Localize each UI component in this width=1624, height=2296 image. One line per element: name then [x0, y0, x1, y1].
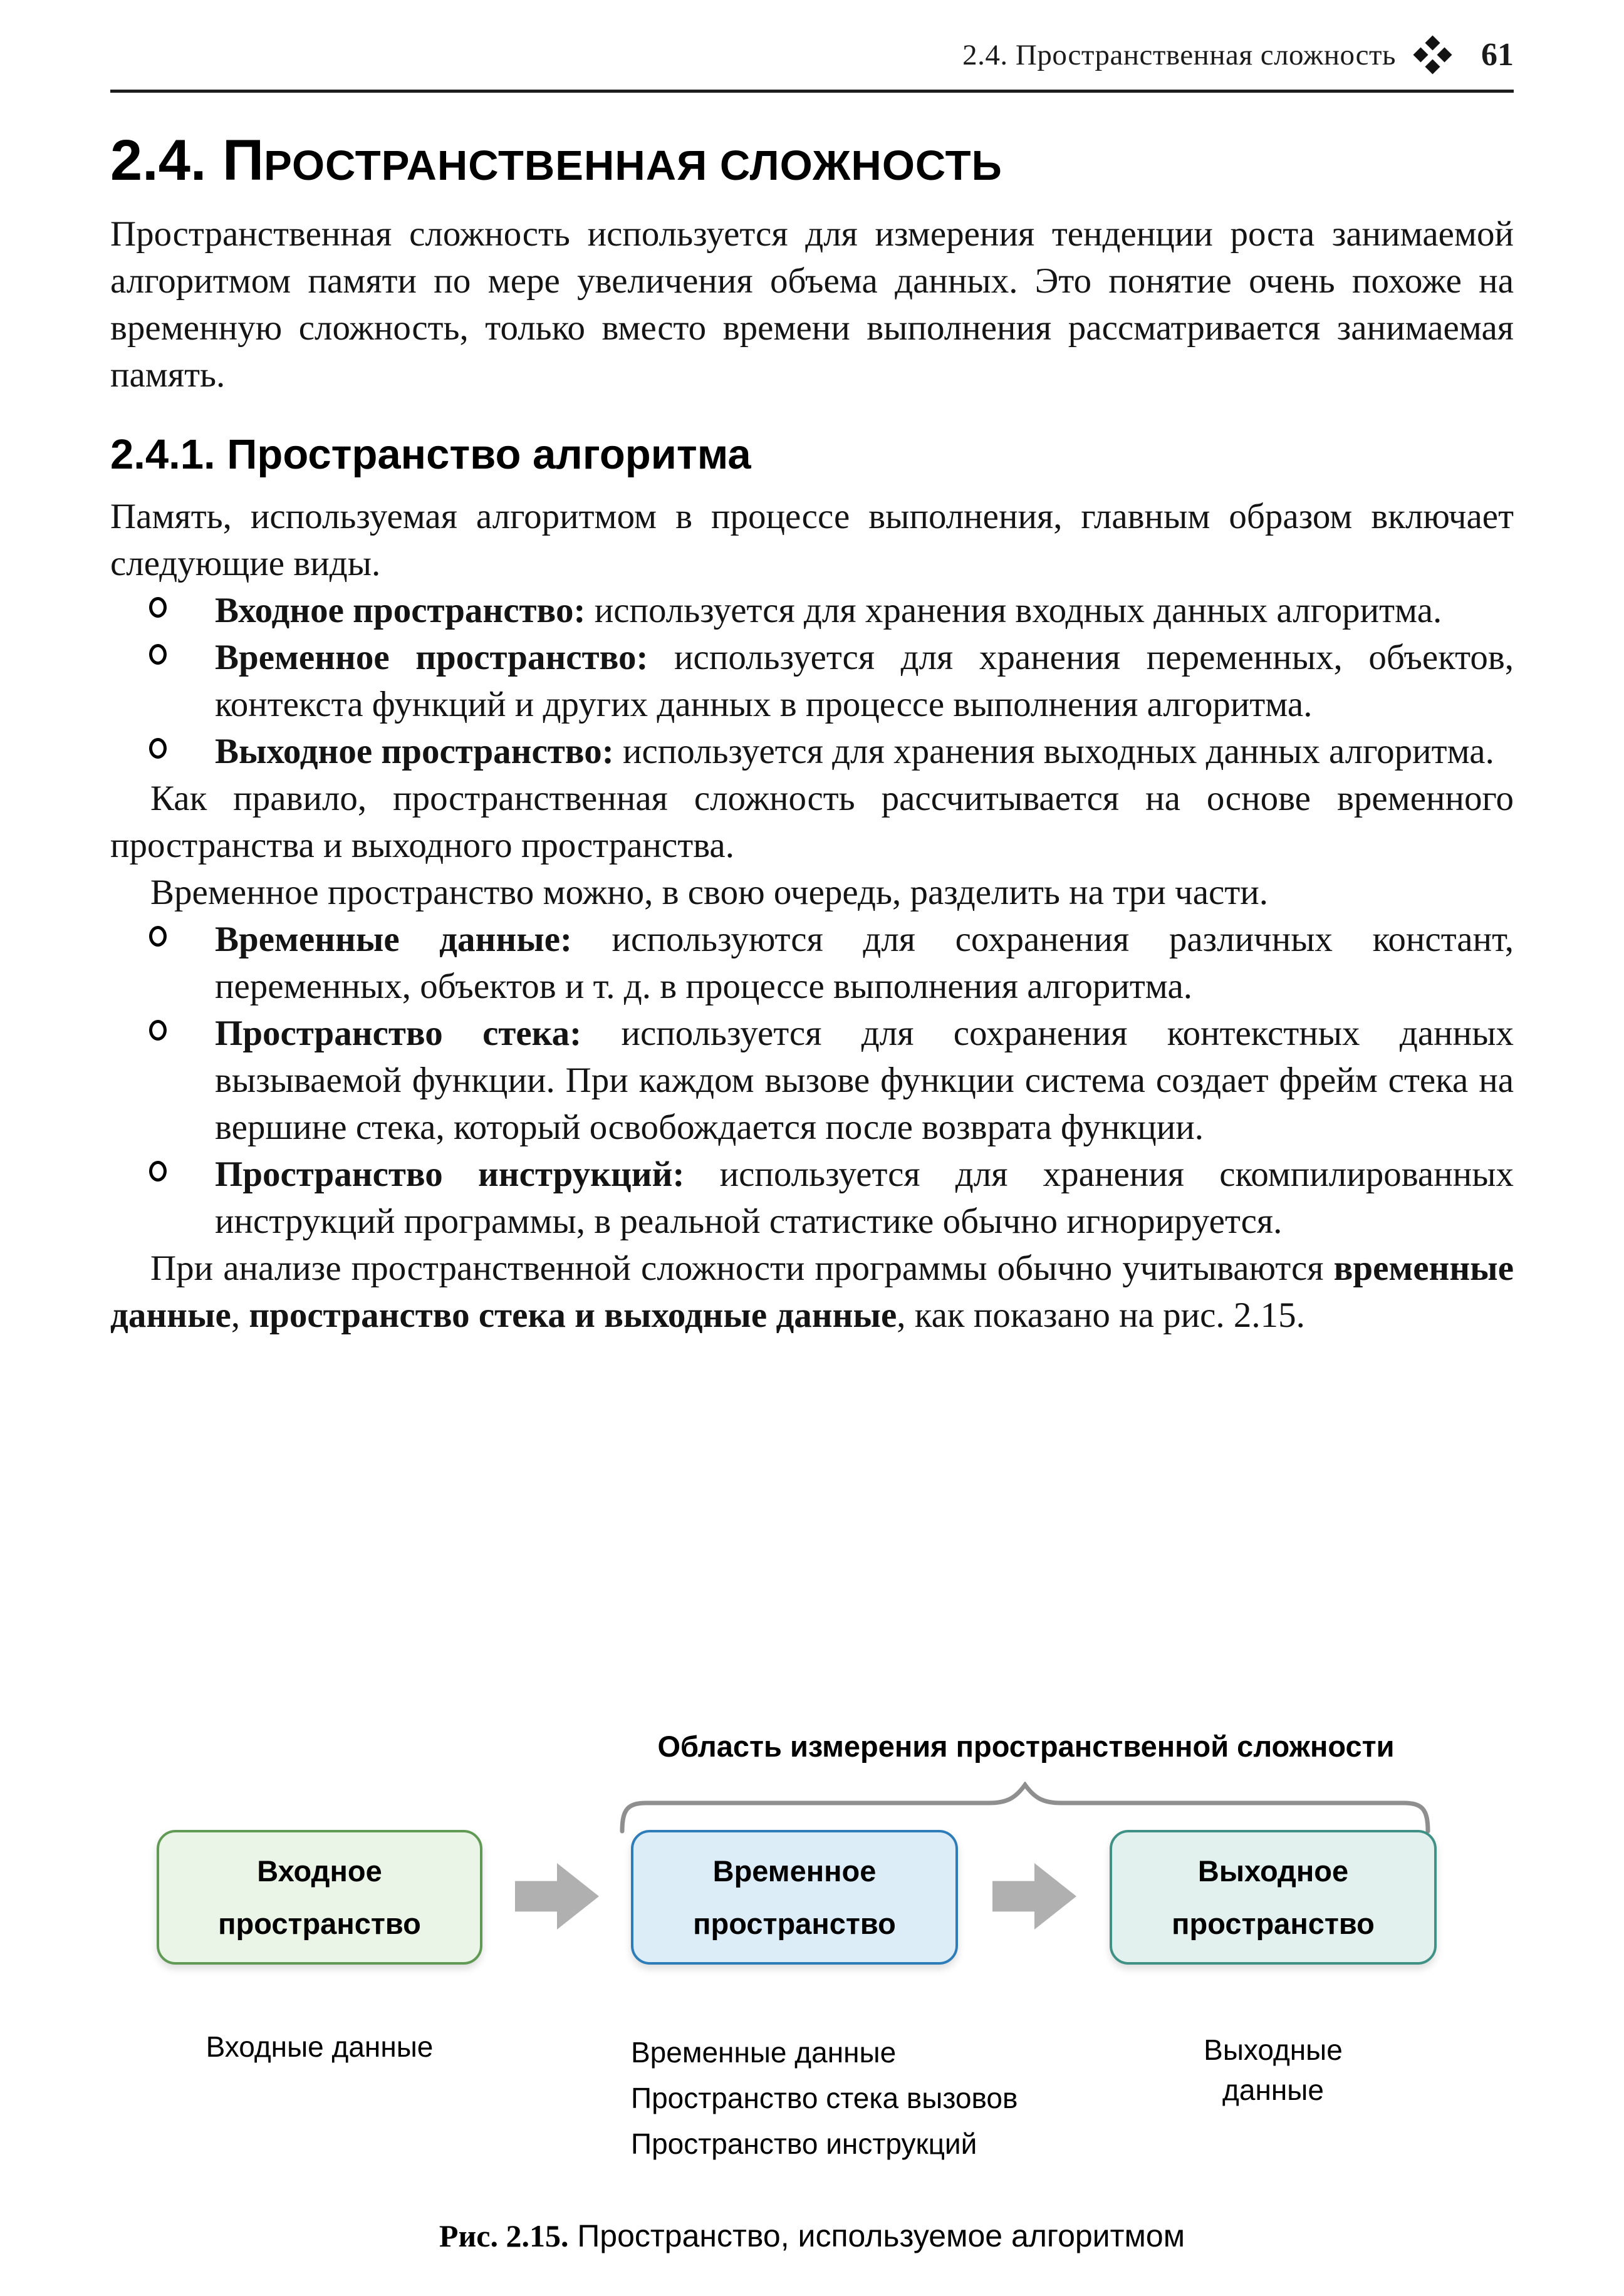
- header-rule: [110, 90, 1514, 93]
- list-item-lead: Входное пространство:: [215, 591, 586, 630]
- list-item-lead: Пространство стека:: [215, 1014, 582, 1053]
- list-item-lead: Временные данные:: [215, 920, 572, 959]
- paragraph-rule: Как правило, пространственная сложность рассчитывается на основе временного пространства и выходного пространства.: [110, 779, 1514, 865]
- circle-bullet-icon: [149, 1161, 167, 1182]
- figure-caption-text: Пространство, используемое алгоритмом: [568, 2218, 1185, 2253]
- list-item-lead: Пространство инструкций:: [215, 1155, 685, 1194]
- subsection-heading: 2.4.1. Пространство алгоритма: [110, 431, 751, 478]
- overbrace-icon: [619, 1782, 1432, 1834]
- input-data-label: Входные данные: [206, 2030, 434, 2063]
- subsection-paragraph: Память, используемая алгоритмом в процессе выполнения, главным образом включает следующие виды.: [110, 497, 1514, 583]
- list-item: [110, 728, 1514, 775]
- output-data-label: [1110, 2030, 1437, 2110]
- intro-paragraph: Пространственная сложность используется для измерения тенденции роста занимаемой алгоритмом памяти по мере увеличения объема данных. Это понятие очень похоже на временную сложность, только вместо времени выполнения рассматривается занимаемая память.: [110, 214, 1514, 395]
- box-label-line: Входное: [257, 1854, 382, 1888]
- figure-caption: [0, 2218, 1624, 2254]
- section-heading: [110, 128, 1514, 192]
- circle-bullet-icon: [149, 738, 167, 759]
- list-item-text: используются для сохранения различных констант, переменных, объектов и т. д. в процессе выполнения алгоритма.: [215, 920, 1514, 1006]
- circle-bullet-icon: [149, 1020, 167, 1041]
- list-item: [110, 587, 1514, 634]
- list-item-lead: Временное пространство:: [215, 638, 648, 677]
- temporary-space-contents-labels: [631, 2030, 1107, 2167]
- list-item: [110, 1151, 1514, 1245]
- figure-2-15: [0, 1695, 1624, 2296]
- box-label-line: пространство: [1172, 1906, 1375, 1940]
- figure-region-label: Область измерения пространственной сложности: [657, 1730, 1395, 1763]
- paragraph-three-parts: Временное пространство можно, в свою очередь, разделить на три части.: [150, 873, 1268, 912]
- running-head: [110, 36, 1514, 73]
- temp-space-parts-list: [110, 916, 1514, 1245]
- box-label-line: пространство: [218, 1906, 421, 1940]
- list-item: [110, 1010, 1514, 1151]
- list-item-text: используется для хранения переменных, объектов, контекста функций и других данных в процессе выполнения алгоритма.: [215, 638, 1514, 724]
- right-arrow-icon: [515, 1863, 599, 1930]
- output-data-label-line: данные: [1222, 2074, 1324, 2106]
- space-types-list: [110, 587, 1514, 775]
- temporary-data-label: Временные данные: [631, 2036, 897, 2069]
- running-head-title: 2.4. Пространственная сложность: [962, 38, 1396, 71]
- output-data-label-line: Выходные: [1204, 2034, 1343, 2066]
- instruction-space-label: Пространство инструкций: [631, 2127, 977, 2160]
- four-diamond-ornament-icon: [1415, 37, 1451, 73]
- input-space-box: [157, 1830, 482, 1965]
- figure-caption-number: Рис. 2.15.: [439, 2218, 569, 2253]
- page-number: 61: [1481, 37, 1514, 73]
- list-item: [110, 634, 1514, 728]
- temporary-space-box: [631, 1830, 958, 1965]
- circle-bullet-icon: [149, 644, 167, 665]
- list-item-lead: Выходное пространство:: [215, 732, 614, 771]
- list-item-text: используется для сохранения контекстных данных вызываемой функции. При каждом вызове функции система создает фрейм стека на вершине стека, который освобождается после возврата функции.: [215, 1014, 1514, 1147]
- final-paragraph: При анализе пространственной сложности программы обычно учитываются временные данные, пространство стека и выходные данные, как показано на рис. 2.15.: [110, 1249, 1514, 1335]
- list-item: [110, 916, 1514, 1010]
- section-heading-caps: РОСТРАНСТВЕННАЯ СЛОЖНОСТЬ: [264, 142, 1002, 189]
- circle-bullet-icon: [149, 597, 167, 618]
- call-stack-space-label: Пространство стека вызовов: [631, 2082, 1018, 2114]
- circle-bullet-icon: [149, 926, 167, 947]
- right-arrow-icon: [992, 1863, 1076, 1930]
- box-label-line: Выходное: [1197, 1854, 1349, 1888]
- section-heading-lead: 2.4. П: [110, 128, 264, 192]
- list-item-text: используется для хранения выходных данных алгоритма.: [613, 732, 1494, 771]
- output-space-box: [1110, 1830, 1437, 1965]
- list-item-text: используется для хранения скомпилированных инструкций программы, в реальной статистике обычно игнорируется.: [215, 1155, 1514, 1241]
- box-label-line: пространство: [693, 1906, 896, 1940]
- box-label-line: Временное: [712, 1854, 877, 1888]
- list-item-text: используется для хранения входных данных алгоритма.: [585, 591, 1442, 630]
